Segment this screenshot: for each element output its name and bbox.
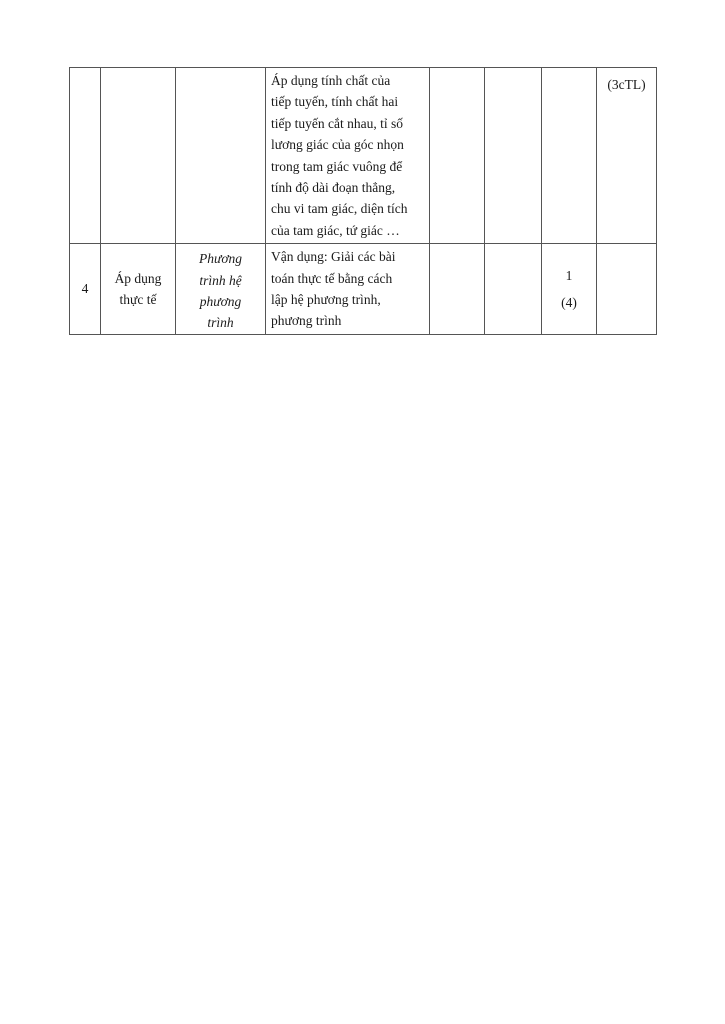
cell-level-2 <box>485 244 542 335</box>
cell-topic <box>101 68 176 244</box>
cell-unit <box>176 244 266 335</box>
cell-level-3 <box>542 244 597 335</box>
content-line: tính độ dài đoạn thẳng, <box>271 180 396 196</box>
unit-line: trình <box>207 315 234 331</box>
topic-line: Áp dụng <box>114 270 162 286</box>
content-line: phương trình <box>271 313 342 329</box>
matrix-table <box>69 67 657 335</box>
content-line: lập hệ phương trình, <box>271 292 381 308</box>
table-row <box>70 244 657 335</box>
cell-level-2 <box>485 68 542 244</box>
unit-line: Phương <box>198 251 243 267</box>
content-line: chu vi tam giác, diện tích <box>271 201 408 217</box>
cell-content <box>266 244 430 335</box>
table-row <box>70 68 657 244</box>
row-number: 4 <box>81 281 89 297</box>
content-line: tiếp tuyến cắt nhau, tỉ số <box>271 115 403 131</box>
cell-level-4 <box>597 68 657 244</box>
cell-content <box>266 68 430 244</box>
content-line: Áp dụng tính chất của <box>271 73 391 88</box>
unit-line: trình hệ <box>199 272 242 288</box>
content-line: Vận dụng: Giải các bài <box>271 249 396 265</box>
cell-topic <box>101 244 176 335</box>
content-line: toán thực tế bằng cách <box>271 270 393 286</box>
cell-level-3 <box>542 68 597 244</box>
content-line: lương giác của góc nhọn <box>271 137 404 153</box>
question-ref: (4) <box>561 295 577 311</box>
question-ref: (3cTL) <box>607 77 646 92</box>
cell-unit <box>176 68 266 244</box>
unit-line: phương <box>199 294 242 310</box>
cell-level-1 <box>430 244 485 335</box>
question-count: 1 <box>565 267 573 283</box>
topic-line: thực tế <box>119 292 157 308</box>
cell-number <box>70 244 101 335</box>
content-line: trong tam giác vuông để <box>271 158 403 174</box>
cell-level-1 <box>430 68 485 244</box>
cell-level-4 <box>597 244 657 335</box>
content-line: tiếp tuyến, tính chất hai <box>271 94 399 110</box>
cell-number <box>70 68 101 244</box>
content-line: của tam giác, tứ giác … <box>271 222 400 238</box>
